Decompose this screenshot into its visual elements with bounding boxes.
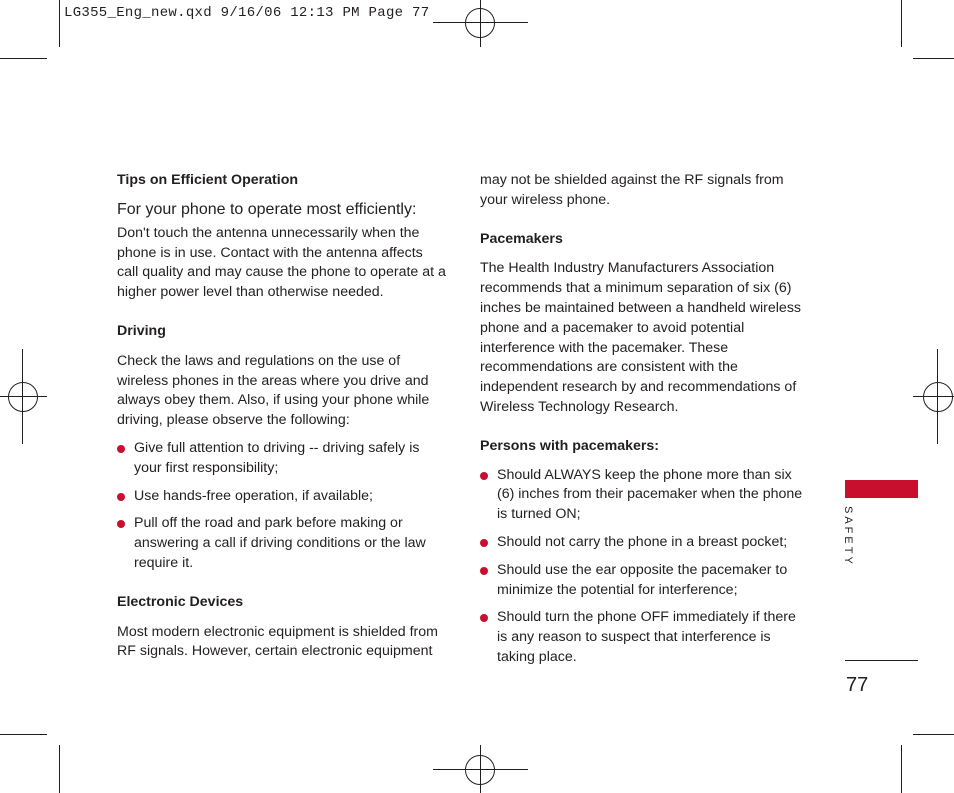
crop-mark-top-left-v: [59, 0, 60, 47]
list-item: Use hands-free operation, if available;: [117, 487, 447, 507]
print-slug: LG355_Eng_new.qxd 9/16/06 12:13 PM Page 77: [64, 5, 430, 21]
list-item: Pull off the road and park before making or answering a call if driving conditions or the law require it.: [117, 514, 447, 573]
electronic-devices-heading: Electronic Devices: [117, 593, 244, 610]
bullet-icon: [117, 520, 125, 528]
persons-bullet-list: [480, 466, 810, 668]
section-label: SAFETY: [842, 506, 854, 567]
bullet-icon: [480, 472, 488, 480]
tips-body: Don't touch the antenna unnecessarily when the phone is in use. Contact with the antenna affects call quality and may cause the phone to operate at a higher power level than otherwise needed.: [117, 224, 446, 301]
pacemakers-heading: Pacemakers: [480, 230, 563, 247]
right-column: [480, 171, 810, 668]
persons-heading: Persons with pacemakers:: [480, 437, 659, 454]
bullet-icon: [480, 614, 488, 622]
crop-mark-bottom-right-v: [901, 745, 902, 793]
continued-text: may not be shielded against the RF signals from your wireless phone.: [480, 172, 784, 208]
driving-bullet-list: [117, 439, 447, 574]
bullet-icon: [480, 567, 488, 575]
tips-heading: Tips on Efficient Operation: [117, 172, 299, 188]
page-number: 77: [846, 674, 869, 696]
crop-mark-bottom-right-h: [913, 734, 954, 735]
list-item: Should turn the phone OFF immediately if there is any reason to suspect that interference is taking place.: [480, 608, 810, 667]
bullet-icon: [117, 493, 125, 501]
left-column: [117, 171, 447, 662]
crop-mark-top-right-v: [901, 0, 902, 47]
crop-mark-top-left-h: [0, 58, 47, 59]
driving-heading: Driving: [117, 322, 166, 339]
crop-mark-bottom-left-v: [59, 745, 60, 793]
bullet-icon: [480, 539, 488, 547]
crop-mark-top-right-h: [913, 58, 954, 59]
crop-mark-bottom-left-h: [0, 734, 47, 735]
list-item: Give full attention to driving -- driving safely is your first responsibility;: [117, 439, 447, 479]
driving-body: Check the laws and regulations on the use of wireless phones in the areas where you drive and always obey them. Also, if using your phone while driving, please observe the following:: [117, 352, 430, 429]
pacemakers-body: The Health Industry Manufacturers Association recommends that a minimum separation of six (6) inches be maintained between a handheld wireless phone and a pacemaker to avoid potential interference with the pacemaker. These recommendations are consistent with the independent research by and recommendations of Wireless Technology Research.: [480, 260, 802, 415]
list-item: Should ALWAYS keep the phone more than six (6) inches from their pacemaker when the phone is turned ON;: [480, 466, 810, 525]
electronic-devices-body: Most modern electronic equipment is shielded from RF signals. However, certain electronic equipment: [117, 623, 438, 660]
section-tab-marker: [845, 480, 918, 498]
tips-lead: For your phone to operate most efficiently:: [117, 200, 417, 218]
list-item: Should not carry the phone in a breast pocket;: [480, 533, 810, 553]
footer-rule: [845, 660, 918, 661]
list-item: Should use the ear opposite the pacemaker to minimize the potential for interference;: [480, 561, 810, 601]
bullet-icon: [117, 445, 125, 453]
